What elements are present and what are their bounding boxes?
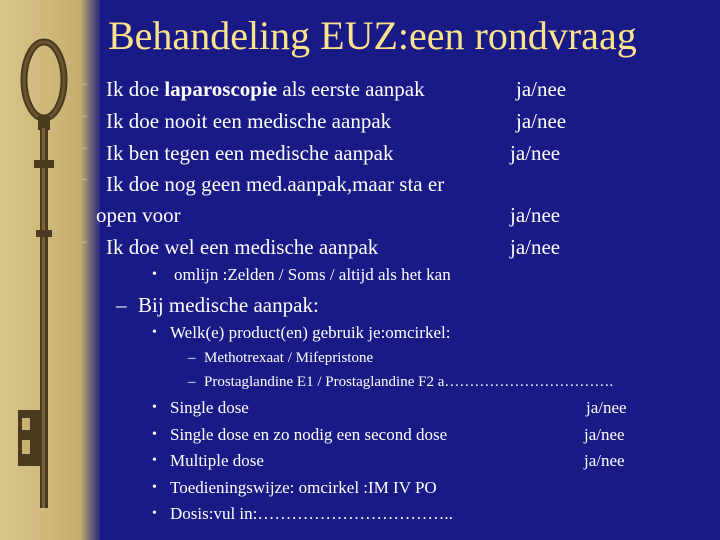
bullet-dot-icon: • (152, 267, 157, 282)
dose-item: Toedieningswijze: omcirkel :IM IV PO (170, 478, 437, 497)
slide-title: Behandeling EUZ:een rondvraag (108, 13, 637, 58)
answer-option: ja/nee (510, 235, 561, 259)
list-item-continuation: open voor (96, 203, 181, 227)
answer-option: ja/nee (510, 141, 561, 165)
answer-option: ja/nee (584, 451, 625, 470)
product-option: Methotrexaat / Mifepristone (204, 350, 374, 366)
bullet-dot-icon: • (152, 427, 157, 442)
list-item: Ik doe nooit een medische aanpak (106, 109, 392, 133)
answer-option: ja/nee (584, 425, 625, 444)
answer-option: ja/nee (510, 203, 561, 227)
omlijn-note: omlijn :Zelden / Soms / altijd als het kan (174, 265, 451, 284)
diamond-bullet-icon: ¨ (82, 145, 87, 161)
dose-item: Single dose en zo nodig een second dose (170, 425, 448, 444)
list-item: Ik doe laparoscopie als eerste aanpak (106, 77, 425, 101)
answer-option: ja/nee (586, 398, 627, 417)
diamond-bullet-icon: ¨ (82, 176, 87, 192)
bullet-dot-icon: • (152, 453, 157, 468)
answer-option: ja/nee (516, 109, 567, 133)
list-item: Ik doe wel een medische aanpak (106, 235, 379, 259)
section-heading: Bij medische aanpak: (138, 293, 319, 317)
product-dash: – (188, 350, 196, 366)
bullet-dot-icon: • (152, 506, 157, 521)
product-question: Welk(e) product(en) gebruik je:omcirkel: (170, 323, 451, 342)
diamond-bullet-icon: ¨ (82, 239, 87, 255)
dose-item: Single dose (170, 398, 249, 417)
bullet-dot-icon: • (152, 400, 157, 415)
list-item: Ik ben tegen een medische aanpak (106, 141, 394, 165)
diamond-bullet-icon: ¨ (82, 113, 87, 129)
answer-option: ja/nee (516, 77, 567, 101)
dose-item: Multiple dose (170, 451, 264, 470)
bullet-dot-icon: • (152, 480, 157, 495)
list-item: Ik doe nog geen med.aanpak,maar sta er (106, 172, 445, 196)
product-dash: – (188, 374, 196, 390)
dose-item: Dosis:vul in:…………………………….. (170, 504, 453, 523)
bullet-dot-icon: • (152, 325, 157, 340)
bold-term: laparoscopie (164, 77, 278, 101)
section-dash: – (116, 293, 127, 317)
diamond-bullet-icon: ¨ (82, 81, 87, 97)
product-option: Prostaglandine E1 / Prostaglandine F2 a……………………………. (204, 374, 614, 390)
